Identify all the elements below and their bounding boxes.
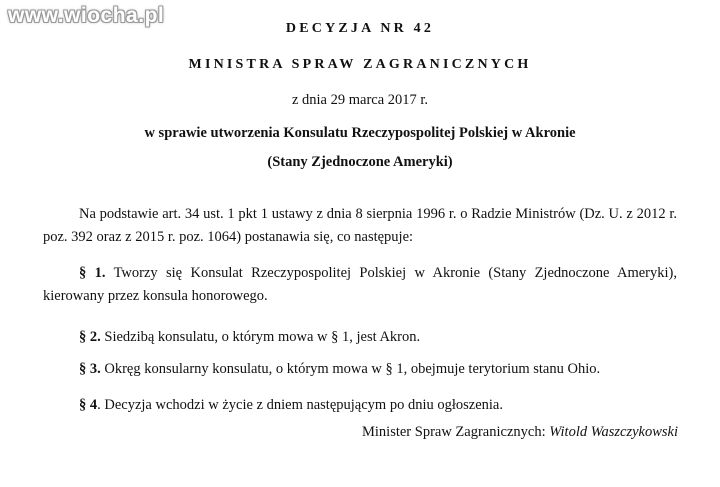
paragraph-2-text: Siedzibą konsulatu, o którym mowa w § 1, jest Akron.	[100, 329, 421, 345]
paragraph-4-mark: § 4	[79, 397, 98, 413]
legal-basis-paragraph: Na podstawie art. 34 ust. 1 pkt 1 ustawy z dnia 8 sierpnia 1996 r. o Radzie Ministrów (Dz. U. z 2012 r. poz. 392 oraz z 2015 r. poz. 1064) postanawia się, co następuje:	[43, 206, 677, 245]
document-title: DECYZJA NR 42	[285, 21, 435, 36]
subject-line-2: (Stany Zjednoczone Ameryki)	[267, 154, 453, 170]
document-date: z dnia 29 marca 2017 r.	[291, 92, 429, 108]
paragraph-4-text: . Decyzja wchodzi w życie z dniem następującym po dniu ogłoszenia.	[97, 397, 503, 413]
paragraph-1-mark: § 1.	[79, 265, 106, 281]
signature	[362, 424, 678, 441]
document-issuer: MINISTRA SPRAW ZAGRANICZNYCH	[188, 57, 532, 72]
subject-line-1: w sprawie utworzenia Konsulatu Rzeczypospolitej Polskiej w Akronie	[144, 125, 576, 141]
watermark-logo: www.wiocha.pl	[8, 4, 165, 27]
paragraph-2	[79, 328, 420, 346]
paragraph-3	[79, 360, 600, 378]
paragraph-1-text: Tworzy się Konsulat Rzeczypospolitej Polskiej w Akronie (Stany Zjednoczone Ameryki), kierowany przez konsula honorowego.	[43, 265, 677, 304]
signature-name: Witold Waszczykowski	[549, 424, 678, 440]
paragraph-2-mark: § 2.	[79, 329, 101, 345]
paragraph-3-text: Okręg konsularny konsulatu, o którym mowa w § 1, obejmuje terytorium stanu Ohio.	[100, 361, 601, 377]
signature-role: Minister Spraw Zagranicznych:	[362, 424, 550, 440]
paragraph-4	[79, 396, 503, 414]
paragraph-3-mark: § 3.	[79, 361, 101, 377]
paragraph-1	[43, 262, 677, 308]
